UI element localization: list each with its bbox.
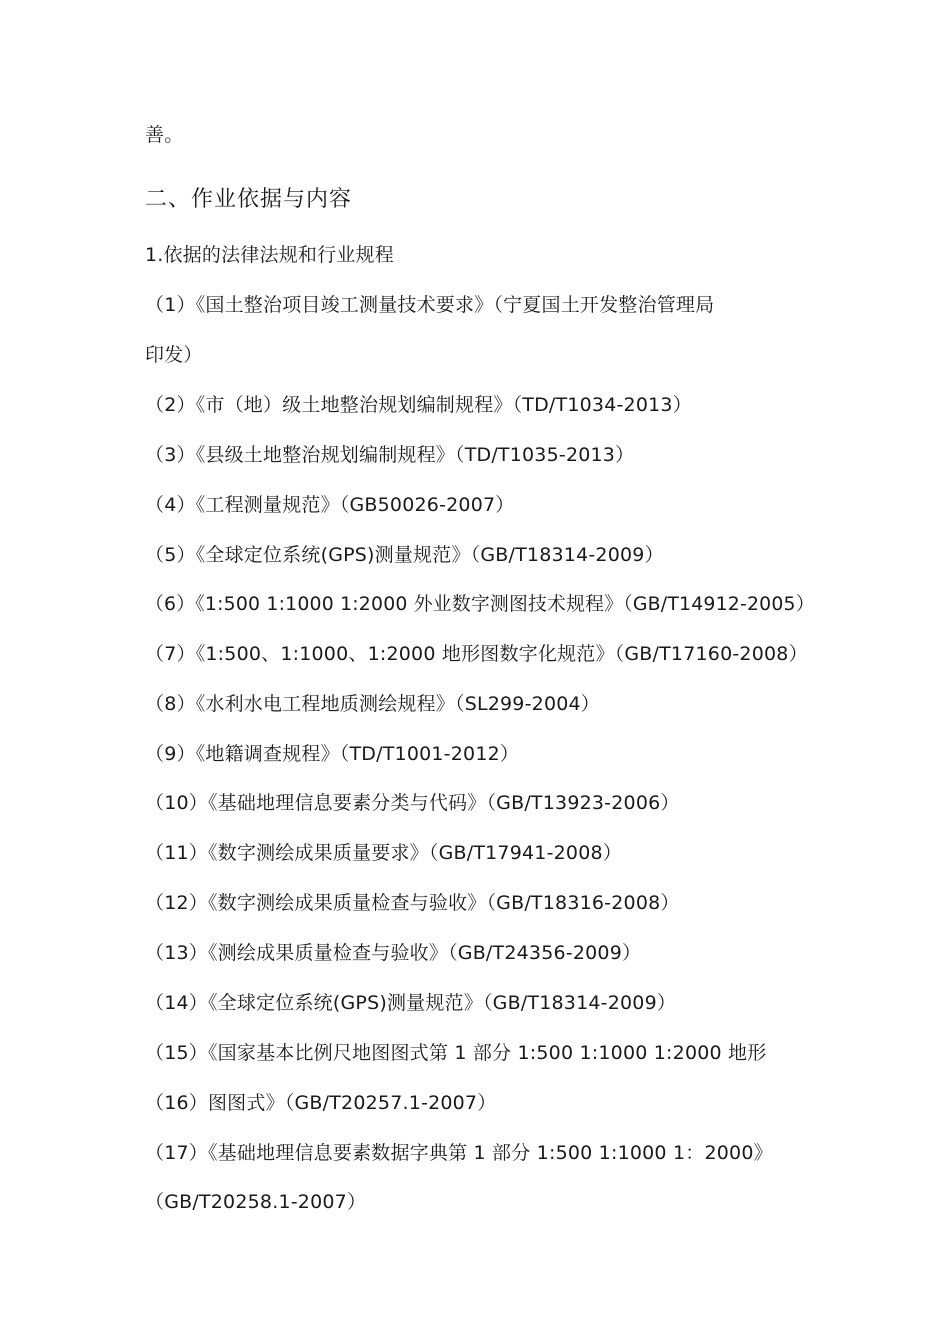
list-item-11: （11）《数字测绘成果质量要求》（GB/T17941-2008）	[145, 842, 622, 864]
list-item-10: （10）《基础地理信息要素分类与代码》（GB/T13923-2006）	[145, 792, 680, 814]
subsection-heading: 1.依据的法律法规和行业规程	[145, 244, 394, 266]
list-item-17-continued: （GB/T20258.1-2007）	[145, 1191, 367, 1213]
list-item-5: （5）《全球定位系统(GPS)测量规范》（GB/T18314-2009）	[145, 544, 664, 566]
list-item-9: （9）《地籍调查规程》（TD/T1001-2012）	[145, 743, 520, 765]
list-item-12: （12）《数字测绘成果质量检查与验收》（GB/T18316-2008）	[145, 892, 680, 914]
list-item-13: （13）《测绘成果质量检查与验收》（GB/T24356-2009）	[145, 942, 642, 964]
list-item-14: （14）《全球定位系统(GPS)测量规范》（GB/T18314-2009）	[145, 992, 677, 1014]
list-item-2: （2）《市（地）级土地整治规划编制规程》（TD/T1034-2013）	[145, 394, 692, 416]
list-item-6: （6）《1:500 1:1000 1:2000 外业数字测图技术规程》（GB/T14912-2005）	[145, 594, 815, 615]
list-item-15: （15）《国家基本比例尺地图图式第 1 部分 1:500 1:1000 1:2000 地形	[145, 1042, 767, 1064]
list-item-16: （16）图图式》（GB/T20257.1-2007）	[145, 1092, 497, 1114]
list-item-4: （4）《工程测量规范》（GB50026-2007）	[145, 494, 515, 516]
list-item-1: （1）《国土整治项目竣工测量技术要求》（宁夏国土开发整治管理局	[145, 294, 715, 316]
section-heading: 二、作业依据与内容	[145, 187, 353, 212]
list-item-17: （17）《基础地理信息要素数据字典第 1 部分 1:500 1:1000 1：2000》	[145, 1142, 773, 1164]
list-item-7: （7）《1:500、1:1000、1:2000 地形图数字化规范》（GB/T17160-2008）	[145, 643, 808, 665]
list-item-3: （3）《县级土地整治规划编制规程》（TD/T1035-2013）	[145, 444, 635, 466]
text-line-continuation: 善。	[145, 124, 184, 146]
list-item-1-continued: 印发）	[145, 344, 203, 366]
list-item-8: （8）《水利水电工程地质测绘规程》（SL299-2004）	[145, 693, 601, 715]
